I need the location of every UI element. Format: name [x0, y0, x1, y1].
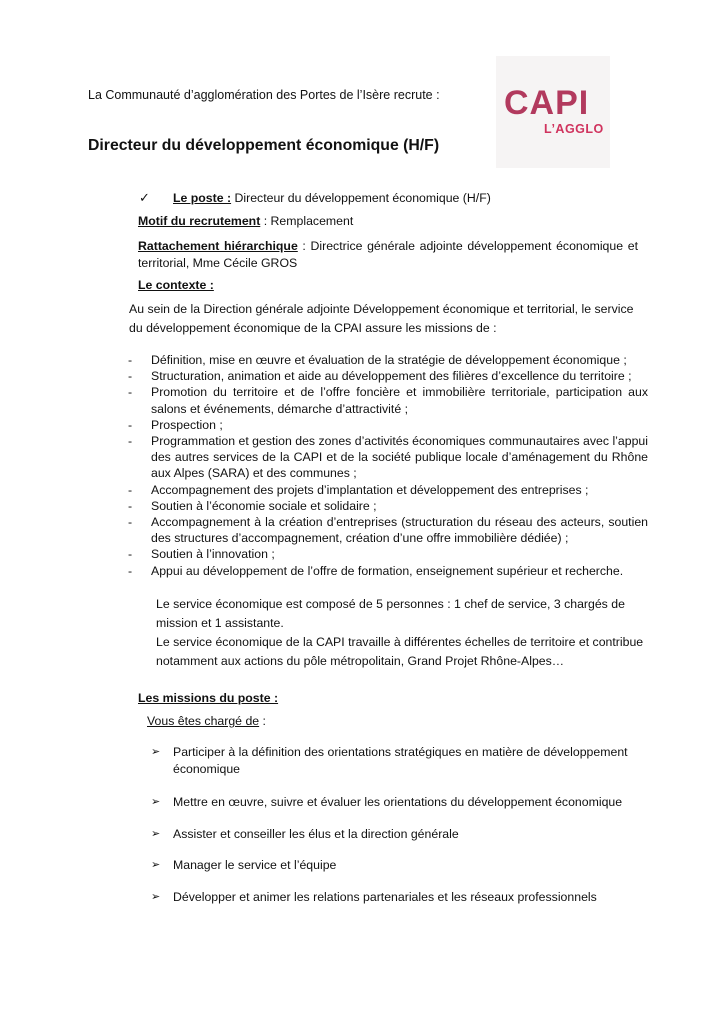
poste-line	[173, 191, 491, 205]
list-item: - Promotion du territoire et de l’offre foncière et immobilière territoriale, participation aux salons et événements, démarche d’attractivité ;	[128, 384, 648, 416]
rattachement-value: : Directrice générale adjointe développement économique et territorial, Mme Cécile GROS	[138, 239, 638, 270]
contexte-line-1: Au sein de la Direction générale adjointe Développement économique et territorial, le service	[129, 302, 634, 316]
arrow-bullet-icon: ➢	[151, 796, 161, 808]
list-item: - Prospection ;	[128, 417, 648, 433]
list-item: - Programmation et gestion des zones d’activités économiques communautaires avec l’appui des autres services de la CAPI et de la société publique locale d’aménagement du Rhône aux Alpes (SARA) et des communes ;	[128, 433, 648, 482]
contexte-line-2: du développement économique de la CPAI assure les missions de :	[129, 321, 497, 335]
page-title: Directeur du développement économique (H/F)	[88, 137, 440, 154]
arrow-bullet-icon: ➢	[151, 890, 161, 903]
service-para-2-line-2: notamment aux actions du pôle métropolitain, Grand Projet Rhône-Alpes…	[156, 654, 565, 668]
list-item: - Structuration, animation et aide au développement des filières d’excellence du territoire ;	[128, 368, 648, 384]
missions-sub-heading	[147, 714, 266, 728]
list-item	[151, 889, 651, 906]
list-item: - Soutien à l’économie sociale et solidaire ;	[128, 498, 648, 514]
poste-value: Directeur du développement économique (H/F)	[231, 191, 491, 205]
logo-sub-text: L’AGGLO	[544, 122, 604, 136]
motif-value: : Remplacement	[260, 214, 354, 228]
missions-label: Les missions du poste :	[138, 691, 279, 705]
mission-text: Développer et animer les relations partenariales et les réseaux professionnels	[173, 889, 597, 904]
rattachement-label: Rattachement hiérarchique	[138, 239, 298, 253]
missions-sub-label: Vous êtes chargé de	[147, 714, 260, 728]
arrow-bullet-icon: ➢	[151, 827, 161, 840]
capi-logo	[496, 56, 610, 168]
list-item: - Accompagnement à la création d’entreprises (structuration du réseau des acteurs, soutien des structures d’accompagnement, création d’une offre immobilière dédiée) ;	[128, 514, 648, 546]
motif-label: Motif du recrutement	[138, 214, 261, 228]
arrow-bullet-icon: ➢	[151, 746, 161, 758]
contexte-label: Le contexte :	[138, 278, 214, 292]
service-para-1-line-2: mission et 1 assistante.	[156, 616, 284, 630]
poste-label: Le poste :	[173, 191, 232, 205]
contexte-missions-list	[128, 352, 648, 579]
list-item	[151, 744, 651, 777]
motif-line	[138, 214, 353, 228]
mission-text: Manager le service et l’équipe	[173, 858, 337, 872]
intro-text: La Communauté d’agglomération des Portes de l’Isère recrute :	[88, 88, 440, 102]
mission-text: Mettre en œuvre, suivre et évaluer les orientations du développement économique	[173, 795, 623, 809]
checkmark-icon: ✓	[139, 190, 150, 205]
arrow-bullet-icon: ➢	[151, 859, 161, 871]
service-para-2-line-1: Le service économique de la CAPI travaille à différentes échelles de territoire et contribue	[156, 635, 644, 649]
missions-sub-suffix: :	[259, 714, 266, 728]
list-item: - Définition, mise en œuvre et évaluation de la stratégie de développement économique ;	[128, 352, 648, 368]
mission-text: Participer à la définition des orientations stratégiques en matière de développement économique	[173, 745, 628, 776]
list-item: - Accompagnement des projets d’implantation et développement des entreprises ;	[128, 482, 648, 498]
mission-text: Assister et conseiller les élus et la direction générale	[173, 826, 459, 841]
list-item	[151, 794, 651, 811]
missions-list	[151, 744, 651, 905]
list-item: - Appui au développement de l’offre de formation, enseignement supérieur et recherche.	[128, 563, 648, 579]
contexte-heading	[138, 278, 214, 292]
service-para-1-line-1: Le service économique est composé de 5 personnes : 1 chef de service, 3 chargés de	[156, 597, 625, 611]
rattachement-paragraph	[138, 238, 638, 272]
list-item	[151, 826, 651, 843]
logo-main-text: CAPI	[504, 84, 590, 122]
missions-heading	[138, 691, 278, 705]
list-item: - Soutien à l’innovation ;	[128, 546, 648, 562]
list-item	[151, 857, 651, 874]
